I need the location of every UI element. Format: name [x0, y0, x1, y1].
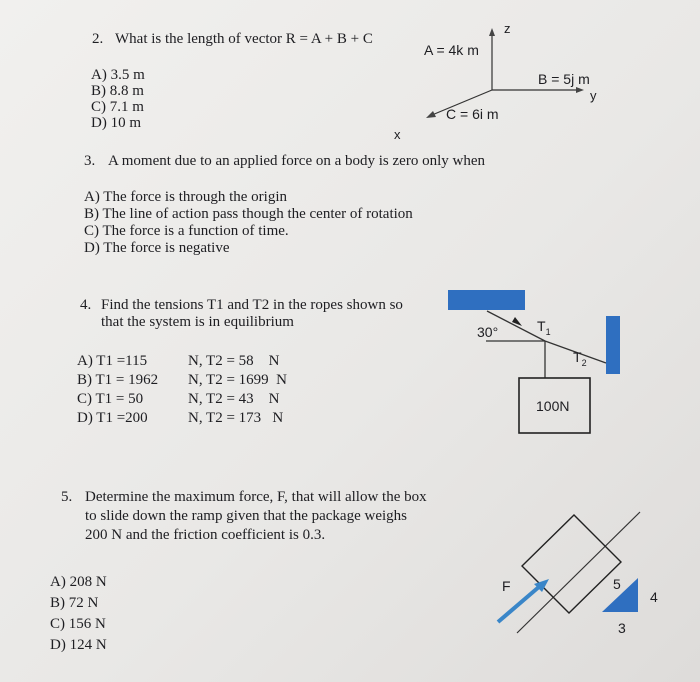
package-box	[522, 515, 621, 613]
q4-number: 4.	[80, 297, 92, 313]
slope-run-label: 3	[618, 620, 626, 636]
weight-label: 100N	[536, 398, 570, 414]
q4-option-b-t2: N, T2 = 1699 N	[188, 372, 288, 388]
q2-question: What is the length of vector R = A + B + C	[115, 31, 373, 47]
t1-subscript: 1	[545, 326, 551, 337]
slope-hypotenuse-label: 5	[613, 576, 621, 592]
q4-question-line2: that the system is in equilibrium	[101, 314, 294, 330]
q2-number: 2.	[92, 31, 104, 47]
q5-question-line1: Determine the maximum force, F, that will allow the box	[85, 489, 427, 505]
q3-number: 3.	[84, 153, 96, 169]
q2-option-b: B) 8.8 m	[91, 83, 144, 99]
q5-option-a: A) 208 N	[50, 574, 107, 590]
z-axis-label: z	[504, 21, 511, 36]
q4-option-d-t1: D) T1 =200	[77, 410, 148, 426]
q2-option-c: C) 7.1 m	[91, 99, 144, 115]
slope-rise-label: 4	[650, 589, 658, 605]
force-label: F	[502, 578, 511, 594]
q4-option-c-t1: C) T1 = 50	[77, 391, 144, 407]
q5-question-line3: 200 N and the friction coefficient is 0.3.	[85, 527, 326, 543]
q2-option-a: A) 3.5 m	[91, 67, 145, 83]
t2-subscript: 2	[581, 357, 587, 368]
q4-option-b-t1: B) T1 = 1962	[77, 372, 159, 388]
q4-option-a-t2: N, T2 = 58 N	[188, 353, 280, 369]
q5-option-c: C) 156 N	[50, 616, 106, 632]
q3-option-a: A) The force is through the origin	[84, 189, 288, 205]
q2-option-d: D) 10 m	[91, 115, 141, 131]
q5-question-line2: to slide down the ramp given that the package weighs	[85, 508, 407, 524]
q5-option-d: D) 124 N	[50, 637, 107, 653]
q4-question-line1: Find the tensions T1 and T2 in the ropes shown so	[101, 297, 403, 313]
q3-option-c: C) The force is a function of time.	[84, 223, 289, 239]
vector-b-label: B = 5j m	[538, 71, 590, 87]
q4-option-a-t1: A) T1 =115	[77, 353, 148, 369]
t2-letter: T	[573, 349, 582, 365]
q3-option-b: B) The line of action pass though the center of rotation	[84, 206, 413, 222]
angle-label: 30°	[477, 324, 499, 340]
q5-option-b: B) 72 N	[50, 595, 99, 611]
q4-option-c-t2: N, T2 = 43 N	[188, 391, 280, 407]
y-axis-label: y	[590, 88, 597, 103]
ramp-surface	[517, 512, 640, 633]
t1-letter: T	[537, 318, 546, 334]
q3-question: A moment due to an applied force on a body is zero only when	[108, 153, 485, 169]
vector-a-label: A = 4k m	[424, 42, 479, 58]
q3-option-d: D) The force is negative	[84, 240, 230, 256]
x-axis-label: x	[394, 127, 401, 142]
vector-c-label: C = 6i m	[446, 106, 499, 122]
q4-option-d-t2: N, T2 = 173 N	[188, 410, 284, 426]
q5-number: 5.	[61, 489, 73, 505]
